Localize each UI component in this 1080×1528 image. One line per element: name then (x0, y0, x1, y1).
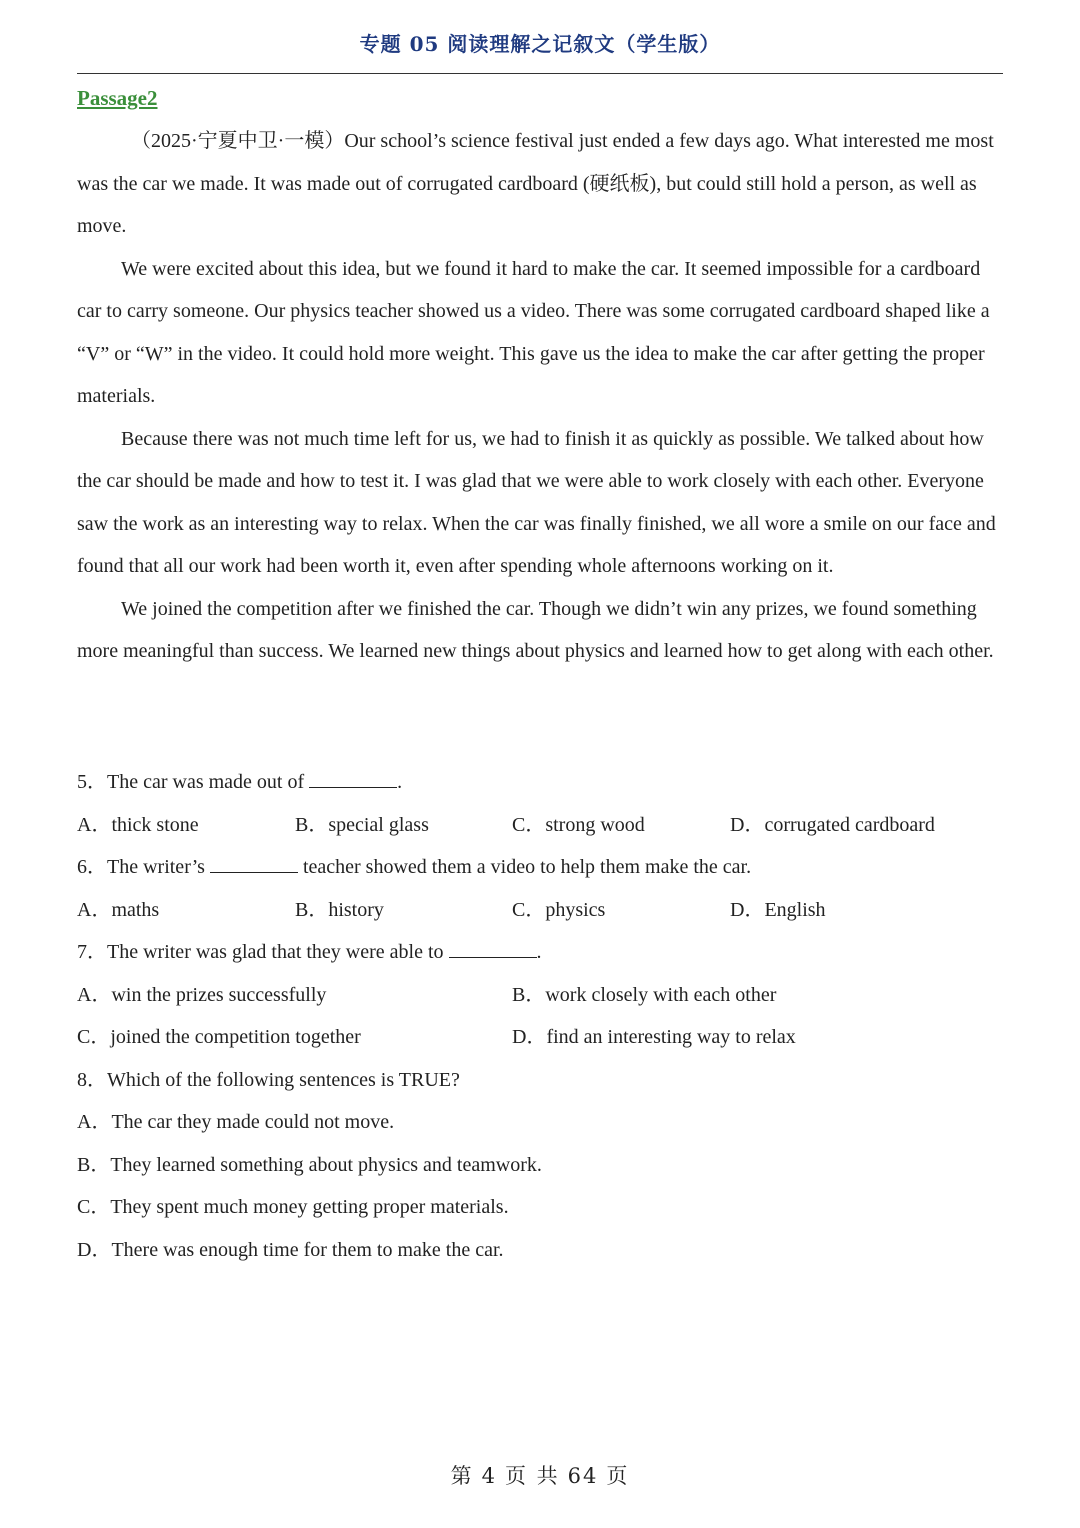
option-6b[interactable]: B．history (295, 899, 384, 921)
question-text-end: teacher showed them a video to help them make the car. (297, 856, 752, 878)
question-text: The car was made out of (107, 771, 310, 793)
page-header-title: 专题 05 阅读理解之记叙文（学生版） (359, 32, 721, 56)
header-divider (77, 73, 1003, 74)
option-8d[interactable]: D．There was enough time for them to make the car. (77, 1239, 504, 1261)
question-5 (77, 765, 402, 794)
passage-body (77, 120, 1007, 673)
page-footer (0, 1460, 1080, 1490)
footer-text: 页 (606, 1464, 630, 1488)
answer-blank[interactable] (309, 769, 397, 788)
question-number: 8． (77, 1069, 107, 1091)
option-5b[interactable]: B．special glass (295, 814, 429, 836)
passage-paragraph: Because there was not much time left for us, we had to finish it as quickly as possible. We talked about how the car should be made and how to test it. I was glad that we were able to work closely with each other. Everyone saw the work as an interesting way to relax. When the car was finally finished, we all wore a smile on our face and found that all our work had been worth it, even after spending whole afternoons working on it. (77, 427, 996, 577)
question-text: Which of the following sentences is TRUE? (107, 1069, 460, 1091)
footer-total-pages: 64 (567, 1464, 599, 1488)
footer-text: 第 (450, 1464, 474, 1488)
question-6 (77, 850, 751, 879)
option-7a[interactable]: A．win the prizes successfully (77, 984, 327, 1006)
option-6c[interactable]: C．physics (512, 899, 606, 921)
option-5d[interactable]: D．corrugated cardboard (730, 814, 935, 836)
option-6a[interactable]: A．maths (77, 899, 160, 921)
passage-paragraph: We were excited about this idea, but we found it hard to make the car. It seemed impossible for a cardboard car to carry someone. Our physics teacher showed us a video. There was some corrugated cardboard shaped like a “V” or “W” in the video. It could hold more weight. This gave us the idea to make the car after getting the proper materials. (77, 257, 990, 407)
question-text-end: . (536, 941, 542, 963)
option-6d[interactable]: D．English (730, 899, 826, 921)
option-7d[interactable]: D．find an interesting way to relax (512, 1026, 796, 1048)
question-7 (77, 935, 542, 964)
question-8 (77, 1063, 460, 1092)
option-7b[interactable]: B．work closely with each other (512, 984, 777, 1006)
option-8b[interactable]: B．They learned something about physics and teamwork. (77, 1154, 542, 1176)
question-number: 7． (77, 941, 107, 963)
answer-blank[interactable] (449, 939, 537, 958)
question-text: The writer was glad that they were able to (107, 941, 449, 963)
passage-paragraph: （2025·宁夏中卫·一模）Our school’s science festival just ended a few days ago. What interested me most was the car we made. It was made out of corrugated cardboard (硬纸板), but could still hold a person, as well as move. (77, 130, 994, 237)
answer-blank[interactable] (210, 854, 298, 873)
footer-page-number: 4 (481, 1464, 497, 1488)
option-8c[interactable]: C．They spent much money getting proper materials. (77, 1196, 509, 1218)
question-text: The writer’s (107, 856, 210, 878)
passage-paragraph: We joined the competition after we finished the car. Though we didn’t win any prizes, we found something more meaningful than success. We learned new things about physics and learned how to get along with each other. (77, 597, 994, 662)
option-7c[interactable]: C．joined the competition together (77, 1026, 361, 1048)
question-text-end: . (397, 771, 403, 793)
option-5c[interactable]: C．strong wood (512, 814, 645, 836)
option-5a[interactable]: A．thick stone (77, 814, 199, 836)
question-number: 5． (77, 771, 107, 793)
footer-text: 页 共 (504, 1464, 560, 1488)
question-number: 6． (77, 856, 107, 878)
passage-title: Passage2 (77, 86, 158, 110)
option-8a[interactable]: A．The car they made could not move. (77, 1111, 395, 1133)
